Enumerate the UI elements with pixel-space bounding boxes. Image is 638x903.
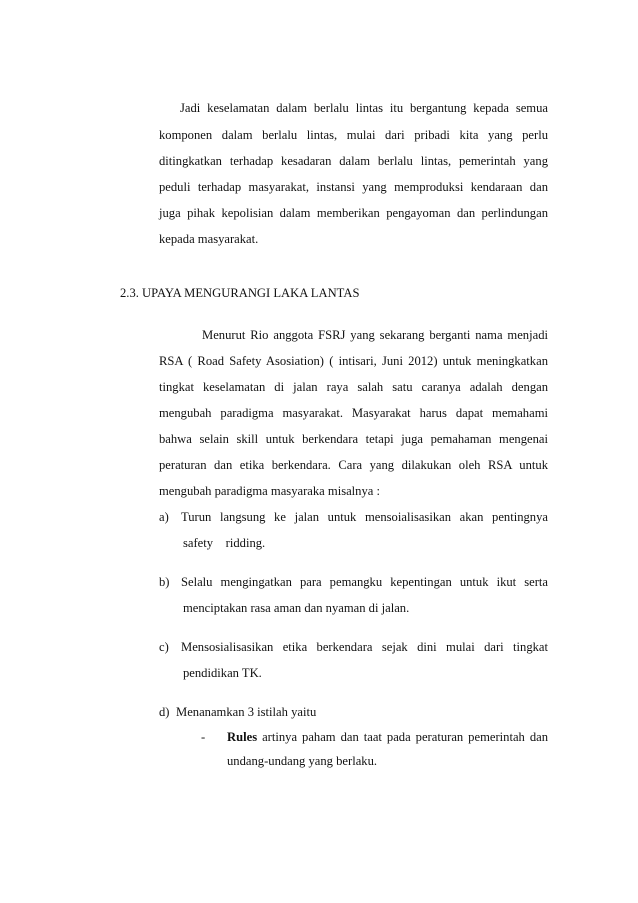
paragraph-line: peraturan dan etika berkendara. Cara yang dilakukan oleh RSA untuk bbox=[159, 458, 548, 472]
paragraph-line: RSA ( Road Safety Asosiation) ( intisari, Juni 2012) untuk meningkatkan bbox=[159, 354, 548, 368]
list-item-line: menciptakan rasa aman dan nyaman di jalan. bbox=[183, 601, 410, 615]
section-heading: 2.3. UPAYA MENGURANGI LAKA LANTAS bbox=[120, 286, 360, 300]
list-marker: a) bbox=[159, 510, 169, 524]
paragraph-line: kepada masyarakat. bbox=[159, 232, 259, 246]
paragraph-line: ditingkatkan terhadap kesadaran dalam berlalu lintas, pemerintah yang bbox=[159, 154, 548, 168]
paragraph-line: tingkat keselamatan di jalan raya salah satu caranya adalah dengan bbox=[159, 380, 548, 394]
list-marker: c) bbox=[159, 640, 169, 654]
paragraph-line: mengubah paradigma masyarakat. Masyarakat harus dapat memahami bbox=[159, 406, 548, 420]
dash-marker: - bbox=[201, 730, 206, 744]
rules-term: Rules bbox=[227, 730, 258, 744]
rules-definition: artinya paham dan taat pada peraturan pemerintah dan bbox=[257, 730, 548, 744]
list-item-line: pendidikan TK. bbox=[183, 666, 262, 680]
list-item-line: Turun langsung ke jalan untuk mensoialisasikan akan pentingnya bbox=[181, 510, 548, 524]
paragraph-line: komponen dalam berlalu lintas, mulai dari pribadi kita yang perlu bbox=[159, 128, 548, 142]
list-marker: b) bbox=[159, 575, 170, 589]
paragraph-line: mengubah paradigma masyaraka misalnya : bbox=[159, 484, 381, 498]
paragraph-line: Menurut Rio anggota FSRJ yang sekarang berganti nama menjadi bbox=[202, 328, 548, 342]
paragraph-line: Jadi keselamatan dalam berlalu lintas itu bergantung kepada semua bbox=[180, 101, 548, 115]
paragraph-line: bahwa selain skill untuk berkendara tetapi juga pemahaman mengenai bbox=[159, 432, 548, 446]
list-item-line: Mensosialisasikan etika berkendara sejak dini mulai dari tingkat bbox=[181, 640, 548, 654]
list-item-line: Selalu mengingatkan para pemangku kepentingan untuk ikut serta bbox=[181, 575, 548, 589]
list-item-line: Menanamkan 3 istilah yaitu bbox=[176, 705, 317, 719]
list-item-line: safety ridding. bbox=[183, 536, 266, 550]
list-marker: d) bbox=[159, 705, 170, 719]
sub-item-line: undang-undang yang berlaku. bbox=[227, 754, 378, 768]
paragraph-line: juga pihak kepolisian dalam memberikan pengayoman dan perlindungan bbox=[159, 206, 548, 220]
sub-item-line bbox=[227, 729, 548, 745]
paragraph-line: peduli terhadap masyarakat, instansi yang memproduksi kendaraan dan bbox=[159, 180, 548, 194]
